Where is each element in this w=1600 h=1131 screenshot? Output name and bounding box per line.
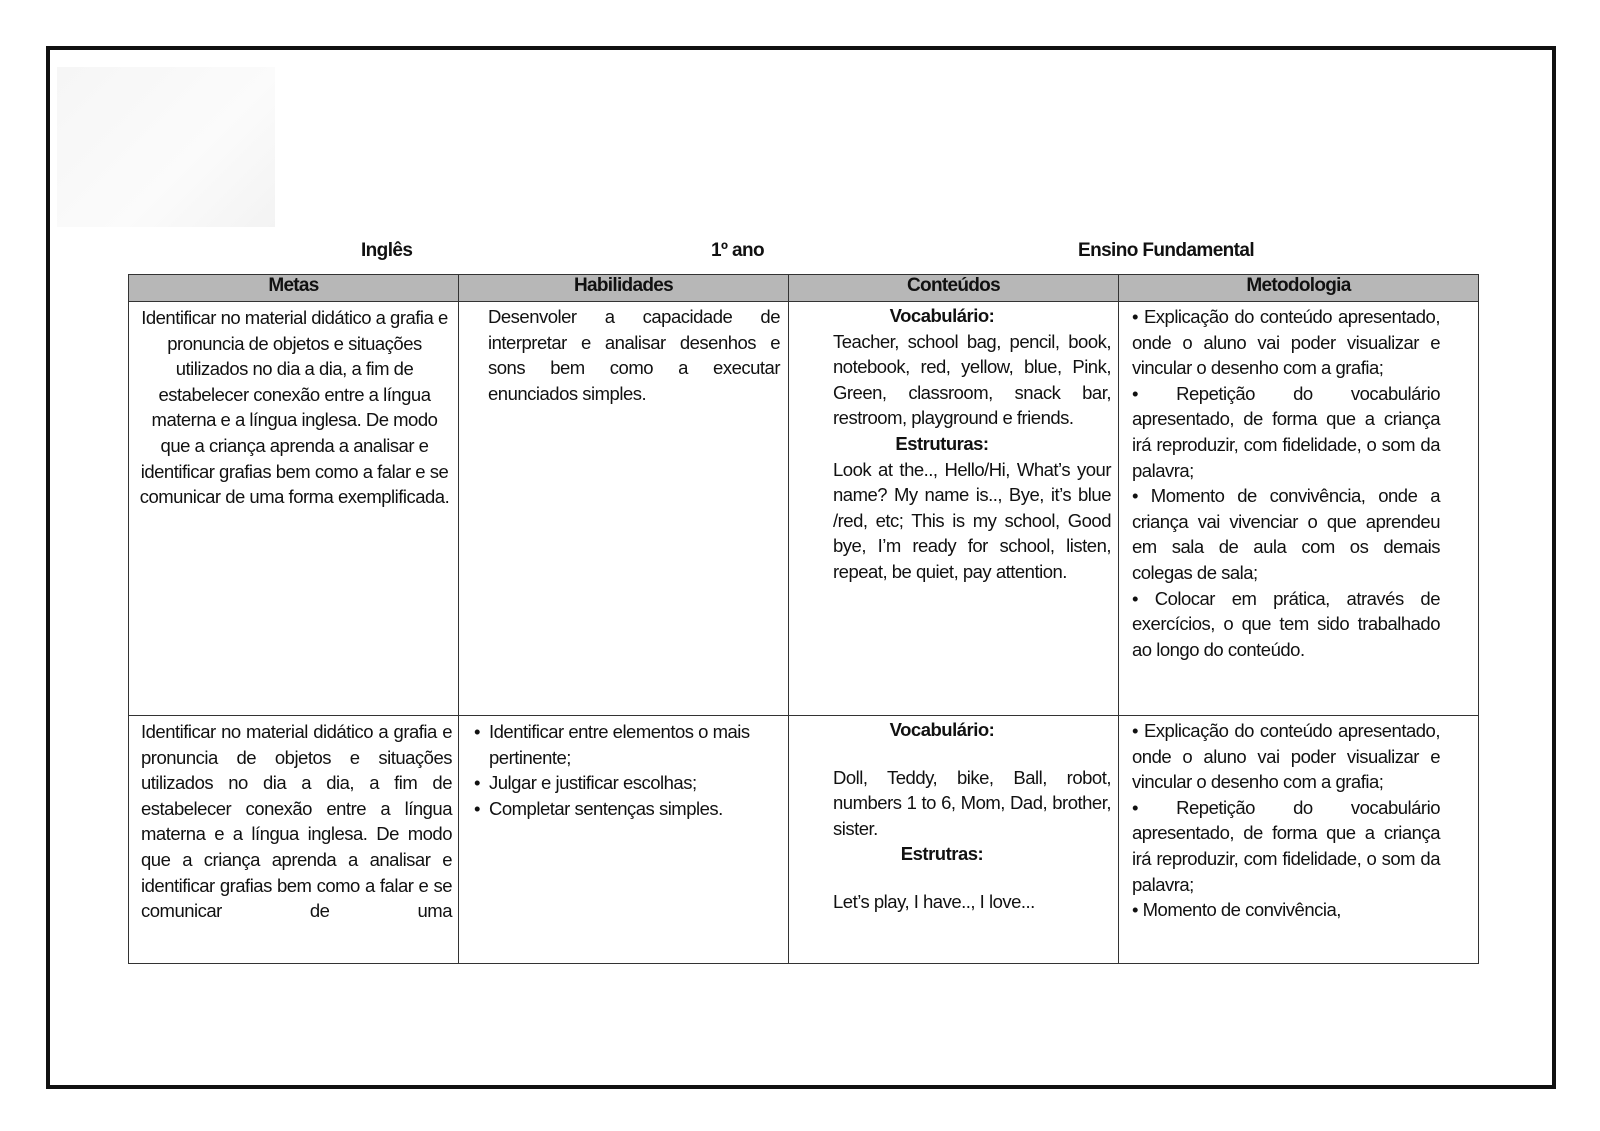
column-header-conteudos: Conteúdos <box>789 275 1119 302</box>
structures-heading: Estruturas: <box>895 432 989 454</box>
skill-cell <box>459 716 789 964</box>
methodology-item: • Repetição do vocabulário apresentado, de forma que a criança irá reproduzir, com fidelidade, o som da palavra; <box>1132 381 1440 483</box>
skill-item: • Julgar e justificar escolhas; <box>474 770 779 796</box>
table-row <box>129 302 1479 716</box>
lesson-plan-table <box>128 274 1479 964</box>
grade-label: 1º ano <box>711 240 764 261</box>
methodology-item: • Repetição do vocabulário apresentado, de forma que a criança irá reproduzir, com fidelidade, o som da palavra; <box>1132 795 1440 897</box>
skill-item: • Identificar entre elementos o mais pertinente; <box>474 719 779 770</box>
content-cell <box>789 716 1119 964</box>
table-header-row <box>129 275 1479 302</box>
structures-heading: Estrutras: <box>900 843 984 865</box>
column-header-metodologia: Metodologia <box>1119 275 1479 302</box>
skill-cell: Desenvoler a capacidade de interpretar e analisar desenhos e sons bem como a executar enunciados simples. <box>459 302 789 716</box>
methodology-cell <box>1119 716 1479 964</box>
methodology-item: • Momento de convivência, <box>1132 897 1440 923</box>
goal-cell: Identificar no material didático a grafia e pronuncia de objetos e situações utilizados no dia a dia, a fim de estabelecer conexão entre a língua materna e a língua inglesa. De modo que a criança aprenda a analisar e identificar grafias bem como a falar e se comunicar de uma <box>129 716 459 964</box>
school-level-label: Ensino Fundamental <box>1078 240 1255 261</box>
table-row <box>129 716 1479 964</box>
methodology-cell <box>1119 302 1479 716</box>
column-header-habilidades: Habilidades <box>459 275 789 302</box>
vocabulary-heading: Vocabulário: <box>889 719 995 740</box>
vocabulary-text: Teacher, school bag, pencil, book, notebook, red, yellow, blue, Pink, Green, classroom, snack bar, restroom, playground e friends. <box>833 330 1111 429</box>
document-header <box>128 240 1478 270</box>
structures-text: Let’s play, I have.., I love... <box>833 890 1035 912</box>
skill-item: • Completar sentenças simples. <box>474 796 779 822</box>
structures-text: Look at the.., Hello/Hi, What’s your name? My name is.., Bye, it’s blue /red, etc; This is my school, Good bye, I’m ready for school, listen, repeat, be quiet, pay attention. <box>833 458 1111 582</box>
vocabulary-heading: Vocabulário: <box>889 305 995 326</box>
column-header-metas: Metas <box>129 275 459 302</box>
vocabulary-text: Doll, Teddy, bike, Ball, robot, numbers 1 to 6, Mom, Dad, brother, sister. <box>833 766 1111 839</box>
methodology-item: • Explicação do conteúdo apresentado, onde o aluno vai poder visualizar e vincular o desenho com a grafia; <box>1132 304 1440 381</box>
subject-label: Inglês <box>361 240 413 261</box>
goal-cell: Identificar no material didático a grafia e pronuncia de objetos e situações utilizados no dia a dia, a fim de estabelecer conexão entre a língua materna e a língua inglesa. De modo que a criança aprenda a analisar e identificar grafias bem como a falar e se comunicar de uma forma exemplificada. <box>129 302 459 716</box>
content-cell <box>789 302 1119 716</box>
methodology-item: • Explicação do conteúdo apresentado, onde o aluno vai poder visualizar e vincular o desenho com a grafia; <box>1132 718 1440 795</box>
methodology-item: • Colocar em prática, através de exercícios, o que tem sido trabalhado ao longo do conteúdo. <box>1132 586 1440 663</box>
methodology-item: • Momento de convivência, onde a criança vai vivenciar o que aprendeu em sala de aula com os demais colegas de sala; <box>1132 483 1440 585</box>
school-logo-placeholder <box>57 67 275 227</box>
